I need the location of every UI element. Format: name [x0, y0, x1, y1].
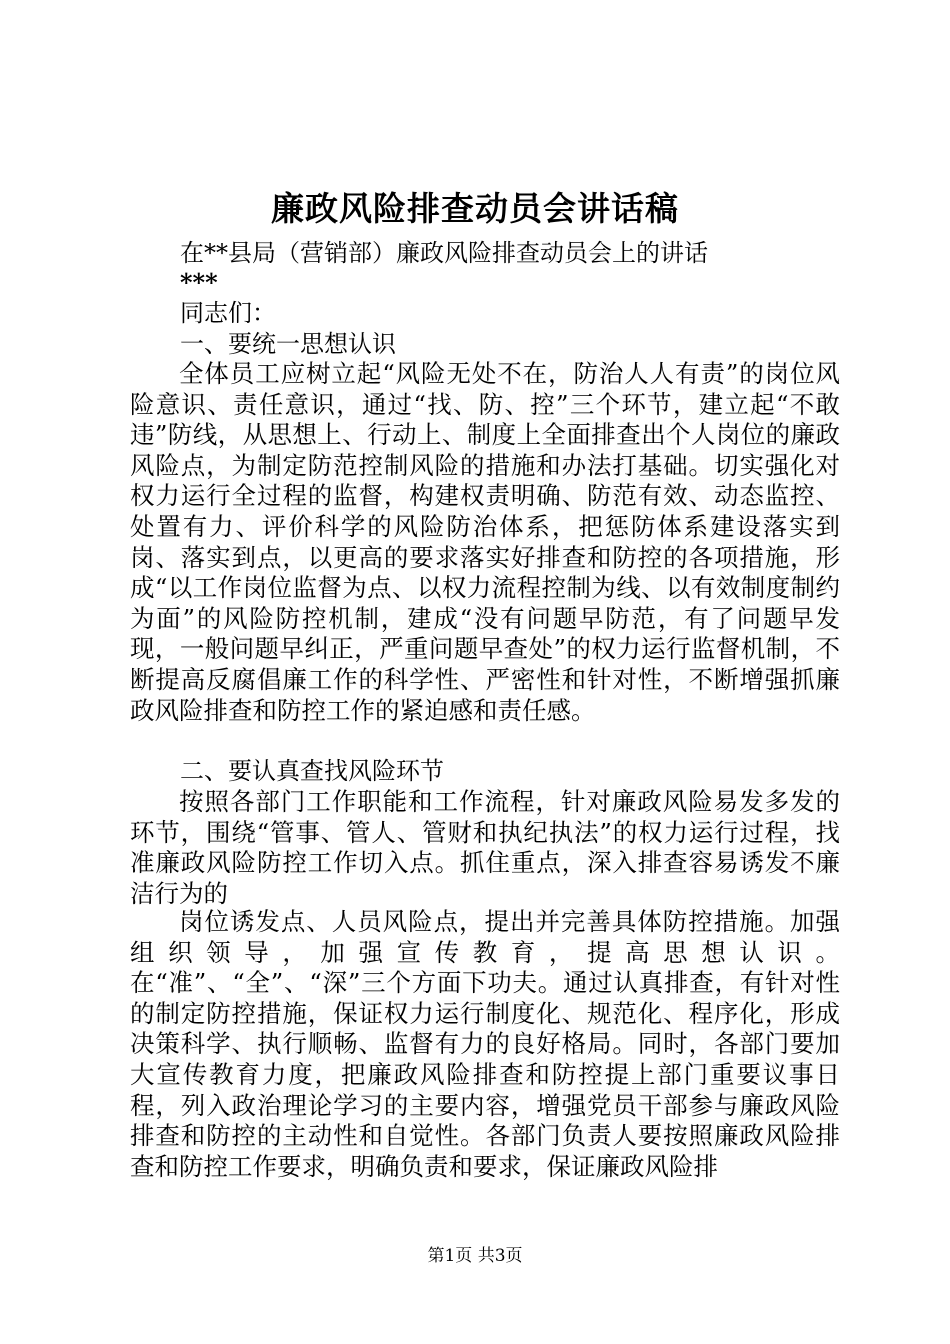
section-2-paragraph-2: 岗位诱发点、人员风险点，提出并完善具体防控措施。加强组织领导，加强宣传教育，提高思想认识。在“准”、“全”、“深”三个方面下功夫。通过认真排查，有针对性的制定防控措施，保证权力运行制度化、规范化、程序化，形成决策科学、执行顺畅、监督有力的良好格局。同时，各部门要加大宣传教育力度，把廉政风险排查和防控提上部门重要议事日程，列入政治理论学习的主要内容，增强党员干部参与廉政风险排查和防控的主动性和自觉性。各部门负责人要按照廉政风险排查和防控工作要求，明确负责和要求，保证廉政风险排 — [130, 907, 840, 1181]
page-footer: 第1页 共3页 — [427, 1246, 523, 1266]
section-2-paragraph-1: 按照各部门工作职能和工作流程，针对廉政风险易发多发的环节，围绕“管事、管人、管财和执纪执法”的权力运行过程，找准廉政风险防控工作切入点。抓住重点，深入排查容易诱发不廉洁行为的 — [130, 787, 840, 908]
section-1-paragraph: 全体员工应树立起“风险无处不在，防治人人有责”的岗位风险意识、责任意识，通过“找、防、控”三个环节，建立起“不敢违”防线，从思想上、行动上、制度上全面排查出个人岗位的廉政风险点，为制定防范控制风险的措施和办法打基础。切实强化对权力运行全过程的监督，构建权责明确、防范有效、动态监控、处置有力、评价科学的风险防治体系，把惩防体系建设落实到岗、落实到点，以更高的要求落实好排查和防控的各项措施，形成“以工作岗位监督为点、以权力流程控制为线、以有效制度制约为面”的风险防控机制，建成“没有问题早防范，有了问题早发现，一般问题早纠正，严重问题早查处”的权力运行监督机制，不断提高反腐倡廉工作的科学性、严密性和针对性，不断增强抓廉政风险排查和防控工作的紧迫感和责任感。 — [130, 359, 840, 725]
speech-subtitle: 在**县局（营销部）廉政风险排查动员会上的讲话 — [180, 239, 708, 267]
section-heading-2: 二、要认真查找风险环节 — [180, 757, 444, 785]
section-heading-1: 一、要统一思想认识 — [180, 330, 396, 358]
document-title: 廉政风险排查动员会讲话稿 — [271, 189, 679, 228]
speaker-name: *** — [180, 268, 218, 297]
salutation: 同志们： — [180, 299, 276, 327]
